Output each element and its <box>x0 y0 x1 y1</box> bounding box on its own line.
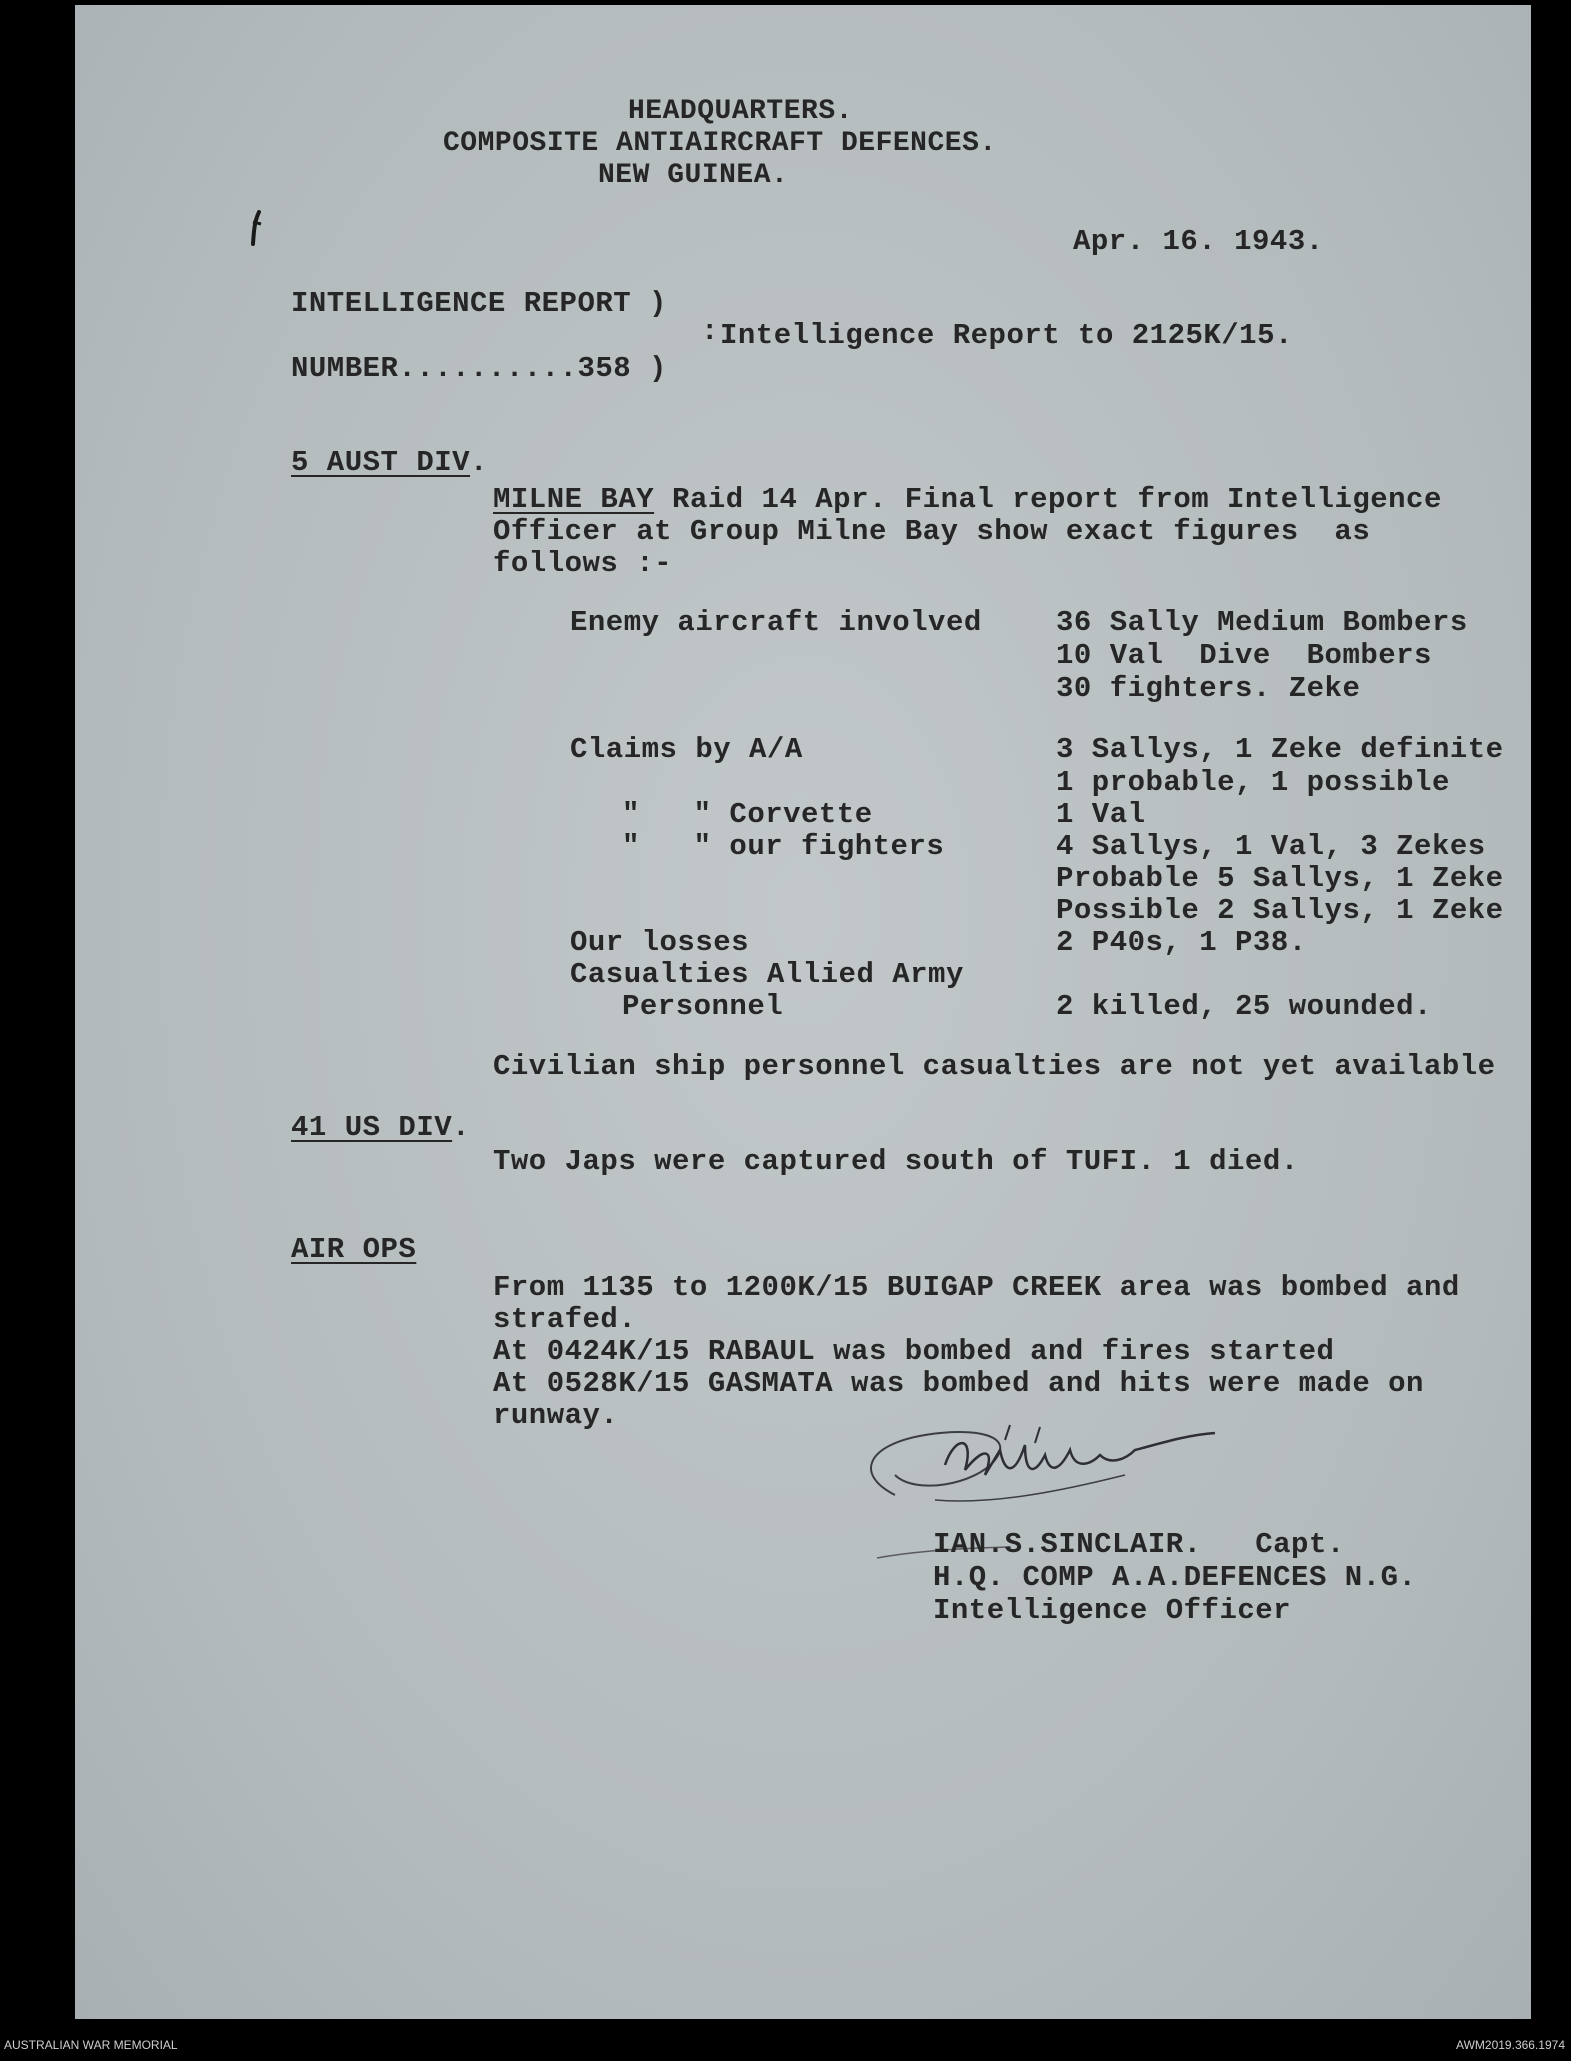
document-page <box>75 5 1531 2019</box>
section-heading-aust-div: 5 AUST DIV. <box>291 446 488 479</box>
signatory-unit: H.Q. COMP A.A.DEFENCES N.G. <box>933 1561 1417 1594</box>
row-label-casualties-2: Personnel <box>622 990 784 1023</box>
pen-mark-icon <box>245 210 269 250</box>
report-ref-colon: : <box>701 315 719 348</box>
report-title-line: INTELLIGENCE REPORT ) <box>291 287 667 320</box>
milne-bay-line-2: Officer at Group Milne Bay show exact figures as <box>493 515 1371 548</box>
header-line-1: HEADQUARTERS. <box>628 96 853 127</box>
footer-accession-number: AWM2019.366.1974 <box>1456 2038 1565 2052</box>
signatory-role: Intelligence Officer <box>933 1594 1292 1627</box>
header-line-3: NEW GUINEA. <box>598 160 789 191</box>
signatory-name: IAN.S.SINCLAIR. Capt. <box>933 1528 1345 1561</box>
row-value-fighters-3: Possible 2 Sallys, 1 Zeke <box>1056 894 1504 927</box>
row-value-fighters-1: 4 Sallys, 1 Val, 3 Zekes <box>1056 830 1486 863</box>
row-label-corvette: " " Corvette <box>622 798 873 831</box>
section-heading-air-ops: AIR OPS <box>291 1233 417 1266</box>
row-value-corvette: 1 Val <box>1056 798 1146 831</box>
row-label-enemy: Enemy aircraft involved <box>570 606 982 639</box>
row-value-enemy-1: 36 Sally Medium Bombers <box>1056 606 1468 639</box>
place-milne-bay: MILNE BAY <box>493 483 655 516</box>
section-heading-us-div: 41 US DIV. <box>291 1111 471 1144</box>
row-value-claims-1: 3 Sallys, 1 Zeke definite <box>1056 733 1504 766</box>
report-number-line: NUMBER..........358 ) <box>291 352 667 385</box>
row-value-fighters-2: Probable 5 Sallys, 1 Zeke <box>1056 862 1504 895</box>
milne-bay-line-1: MILNE BAY Raid 14 Apr. Final report from Intelligence <box>493 483 1442 516</box>
row-value-losses: 2 P40s, 1 P38. <box>1056 926 1307 959</box>
row-label-claims: Claims by A/A <box>570 733 803 766</box>
air-ops-line-5: runway. <box>493 1399 619 1432</box>
row-label-losses: Our losses <box>570 926 750 959</box>
civilian-note: Civilian ship personnel casualties are not yet available <box>493 1050 1496 1083</box>
row-label-fighters: " " our fighters <box>622 830 945 863</box>
row-label-casualties-1: Casualties Allied Army <box>570 958 964 991</box>
handwritten-signature <box>835 1405 1255 1525</box>
row-value-casualties: 2 killed, 25 wounded. <box>1056 990 1432 1023</box>
footer-credit: AUSTRALIAN WAR MEMORIAL <box>4 2038 178 2052</box>
row-value-claims-2: 1 probable, 1 possible <box>1056 766 1450 799</box>
air-ops-line-4: At 0528K/15 GASMATA was bombed and hits were made on <box>493 1367 1424 1400</box>
milne-bay-line-3: follows :- <box>493 547 673 580</box>
us-div-text: Two Japs were captured south of TUFI. 1 died. <box>493 1145 1299 1178</box>
report-date: Apr. 16. 1943. <box>1073 225 1324 258</box>
air-ops-line-2: strafed. <box>493 1303 637 1336</box>
report-subject: Intelligence Report to 2125K/15. <box>720 319 1293 352</box>
row-value-enemy-3: 30 fighters. Zeke <box>1056 672 1361 705</box>
air-ops-line-3: At 0424K/15 RABAUL was bombed and fires started <box>493 1335 1335 1368</box>
header-line-2: COMPOSITE ANTIAIRCRAFT DEFENCES. <box>443 128 997 159</box>
air-ops-line-1: From 1135 to 1200K/15 BUIGAP CREEK area was bombed and <box>493 1271 1460 1304</box>
row-value-enemy-2: 10 Val Dive Bombers <box>1056 639 1432 672</box>
